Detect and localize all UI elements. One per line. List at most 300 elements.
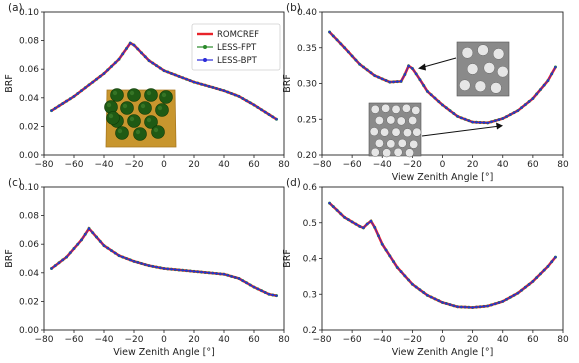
particle bbox=[405, 149, 413, 157]
less-bpt-point bbox=[122, 256, 124, 258]
particle bbox=[403, 128, 411, 136]
tree-crown bbox=[116, 127, 129, 140]
x-tick-label: −80 bbox=[312, 160, 332, 170]
less-bpt-point bbox=[230, 92, 232, 94]
less-bpt-point bbox=[185, 270, 187, 272]
series-romcref-line bbox=[52, 229, 277, 296]
less-bpt-point bbox=[532, 280, 534, 282]
less-bpt-point bbox=[118, 58, 120, 60]
x-tick-label: −20 bbox=[124, 160, 144, 170]
less-bpt-point bbox=[359, 63, 361, 65]
less-bpt-point bbox=[125, 47, 127, 49]
less-bpt-point bbox=[133, 260, 135, 262]
less-bpt-point bbox=[170, 268, 172, 270]
less-bpt-point bbox=[272, 116, 274, 118]
less-bpt-point bbox=[438, 100, 440, 102]
less-bpt-point bbox=[328, 202, 330, 204]
less-bpt-point bbox=[197, 271, 199, 273]
x-tick-label: −80 bbox=[34, 335, 54, 345]
y-tick-label: 0.02 bbox=[18, 122, 39, 133]
less-bpt-point bbox=[532, 97, 534, 99]
x-tick-label: 20 bbox=[188, 335, 200, 345]
less-bpt-point bbox=[99, 240, 101, 242]
less-bpt-point bbox=[73, 247, 75, 249]
less-bpt-point bbox=[332, 35, 334, 37]
particle bbox=[413, 128, 421, 136]
arrow-head bbox=[496, 123, 503, 130]
particle bbox=[370, 127, 378, 135]
particle bbox=[371, 105, 379, 113]
particle bbox=[392, 105, 400, 113]
x-tick-label: 80 bbox=[557, 335, 569, 345]
panel-tag: (b) bbox=[286, 2, 301, 14]
crown-highlight bbox=[147, 91, 151, 95]
less-bpt-point bbox=[215, 272, 217, 274]
arrow-head bbox=[418, 64, 426, 71]
less-bpt-point bbox=[58, 262, 60, 264]
less-bpt-point bbox=[234, 276, 236, 278]
less-bpt-point bbox=[355, 59, 357, 61]
less-bpt-point bbox=[129, 259, 131, 261]
less-bpt-point bbox=[257, 288, 259, 290]
less-bpt-point bbox=[445, 107, 447, 109]
less-bpt-point bbox=[453, 112, 455, 114]
less-bpt-point bbox=[509, 296, 511, 298]
x-tick-label: 0 bbox=[439, 335, 446, 345]
y-axis-label: BRF bbox=[282, 74, 293, 93]
less-bpt-point bbox=[366, 69, 368, 71]
less-bpt-point bbox=[275, 295, 277, 297]
less-bpt-point bbox=[441, 301, 443, 303]
particle bbox=[394, 148, 402, 156]
less-bpt-point bbox=[494, 120, 496, 122]
less-bpt-point bbox=[517, 110, 519, 112]
less-bpt-point bbox=[351, 221, 353, 223]
less-bpt-point bbox=[80, 239, 82, 241]
x-axis-label: View Zenith Angle [°] bbox=[113, 347, 215, 358]
less-bpt-point bbox=[332, 206, 334, 208]
crown-highlight bbox=[109, 114, 113, 118]
particle bbox=[402, 104, 410, 112]
less-bpt-point bbox=[137, 48, 139, 50]
less-bpt-point bbox=[144, 56, 146, 58]
y-axis-label: BRF bbox=[4, 249, 15, 268]
y-tick-label: 0.25 bbox=[296, 115, 317, 126]
less-bpt-point bbox=[468, 120, 470, 122]
less-bpt-point bbox=[524, 103, 526, 105]
less-bpt-point bbox=[260, 290, 262, 292]
less-bpt-point bbox=[212, 272, 214, 274]
less-bpt-point bbox=[524, 286, 526, 288]
crown-highlight bbox=[162, 93, 166, 97]
y-tick-label: 0.35 bbox=[296, 43, 317, 54]
x-tick-label: −20 bbox=[402, 160, 422, 170]
less-bpt-point bbox=[366, 223, 368, 225]
panel-d bbox=[282, 177, 569, 358]
x-tick-label: 40 bbox=[497, 160, 509, 170]
less-bpt-point bbox=[155, 266, 157, 268]
particle bbox=[387, 116, 395, 124]
less-bpt-point bbox=[389, 81, 391, 83]
particle bbox=[497, 66, 508, 77]
particle bbox=[392, 128, 400, 136]
tree-crown bbox=[139, 102, 152, 115]
less-bpt-point bbox=[434, 298, 436, 300]
micrograph-insets bbox=[369, 42, 509, 157]
less-bpt-point bbox=[370, 220, 372, 222]
less-bpt-point bbox=[464, 118, 466, 120]
panel-tag: (d) bbox=[286, 177, 301, 189]
less-bpt-point bbox=[219, 88, 221, 90]
less-bpt-point bbox=[408, 65, 410, 67]
less-bpt-point bbox=[483, 305, 485, 307]
less-bpt-point bbox=[249, 102, 251, 104]
x-tick-label: 0 bbox=[161, 160, 167, 170]
less-bpt-point bbox=[355, 223, 357, 225]
x-tick-label: 0 bbox=[439, 160, 446, 170]
panel-a bbox=[4, 2, 290, 170]
less-bpt-point bbox=[543, 269, 545, 271]
x-tick-label: 0 bbox=[161, 335, 167, 345]
tree-crown bbox=[152, 126, 165, 139]
crown-highlight bbox=[147, 118, 151, 122]
less-bpt-point bbox=[475, 121, 477, 123]
less-bpt-point bbox=[415, 286, 417, 288]
less-bpt-point bbox=[193, 270, 195, 272]
less-bpt-point bbox=[204, 271, 206, 273]
less-bpt-point bbox=[385, 79, 387, 81]
less-bpt-point bbox=[426, 294, 428, 296]
less-bpt-point bbox=[487, 122, 489, 124]
y-tick-label: 0.5 bbox=[302, 218, 317, 229]
less-bpt-point bbox=[223, 273, 225, 275]
y-tick-label: 0.08 bbox=[18, 36, 39, 47]
less-bpt-point bbox=[411, 67, 413, 69]
less-bpt-point bbox=[392, 81, 394, 83]
less-bpt-point bbox=[170, 72, 172, 74]
particle bbox=[412, 106, 420, 114]
less-bpt-point bbox=[174, 268, 176, 270]
less-bpt-point bbox=[114, 252, 116, 254]
series-less-bpt bbox=[328, 202, 556, 309]
x-tick-label: −40 bbox=[372, 335, 392, 345]
particle bbox=[459, 80, 470, 91]
less-bpt-point bbox=[343, 216, 345, 218]
less-bpt-point bbox=[426, 90, 428, 92]
less-bpt-point bbox=[347, 219, 349, 221]
less-bpt-point bbox=[193, 81, 195, 83]
less-bpt-point bbox=[340, 213, 342, 215]
tree-crown bbox=[160, 91, 173, 104]
less-bpt-point bbox=[245, 100, 247, 102]
less-bpt-point bbox=[223, 90, 225, 92]
less-bpt-point bbox=[80, 90, 82, 92]
less-bpt-point bbox=[200, 271, 202, 273]
x-tick-label: −40 bbox=[372, 160, 392, 170]
less-bpt-point bbox=[84, 233, 86, 235]
less-bpt-point bbox=[84, 87, 86, 89]
x-tick-label: −20 bbox=[402, 335, 422, 345]
less-bpt-point bbox=[253, 286, 255, 288]
x-tick-label: −80 bbox=[312, 335, 332, 345]
less-bpt-point bbox=[253, 104, 255, 106]
less-bpt-point bbox=[77, 243, 79, 245]
y-tick-label: 0.06 bbox=[18, 65, 39, 76]
less-bpt-point bbox=[140, 52, 142, 54]
less-bpt-point bbox=[122, 53, 124, 55]
less-bpt-point bbox=[460, 306, 462, 308]
crown-highlight bbox=[107, 103, 111, 107]
y-tick-label: 0.4 bbox=[302, 254, 317, 265]
less-bpt-point bbox=[152, 265, 154, 267]
particle bbox=[408, 116, 416, 124]
less-bpt-point bbox=[400, 271, 402, 273]
less-bpt-point bbox=[513, 294, 515, 296]
series-romcref-line bbox=[330, 203, 556, 307]
less-bpt-point bbox=[189, 80, 191, 82]
less-bpt-point bbox=[539, 88, 541, 90]
tree-crown bbox=[128, 115, 141, 128]
particle bbox=[380, 128, 388, 136]
less-bpt-point bbox=[212, 86, 214, 88]
x-tick-label: −60 bbox=[342, 160, 362, 170]
less-bpt-point bbox=[456, 306, 458, 308]
less-bpt-point bbox=[351, 55, 353, 57]
plot-frame bbox=[322, 187, 563, 330]
less-bpt-point bbox=[163, 70, 165, 72]
less-bpt-point bbox=[110, 65, 112, 67]
less-bpt-point bbox=[479, 306, 481, 308]
less-bpt-point bbox=[65, 256, 67, 258]
less-bpt-point bbox=[249, 284, 251, 286]
less-bpt-point bbox=[99, 75, 101, 77]
less-bpt-point bbox=[547, 265, 549, 267]
less-bpt-point bbox=[118, 255, 120, 257]
less-bpt-point bbox=[227, 91, 229, 93]
x-tick-label: 60 bbox=[248, 160, 260, 170]
less-bpt-point bbox=[155, 65, 157, 67]
less-bpt-point bbox=[69, 98, 71, 100]
x-tick-label: 40 bbox=[218, 160, 230, 170]
y-tick-label: 0.04 bbox=[18, 93, 39, 104]
less-bpt-point bbox=[505, 298, 507, 300]
less-bpt-point bbox=[381, 78, 383, 80]
less-bpt-point bbox=[490, 121, 492, 123]
less-bpt-point bbox=[487, 305, 489, 307]
less-bpt-point bbox=[392, 261, 394, 263]
y-tick-label: 0.00 bbox=[18, 151, 39, 161]
less-bpt-point bbox=[182, 269, 184, 271]
less-bpt-point bbox=[374, 75, 376, 77]
particle bbox=[375, 139, 383, 147]
particle bbox=[397, 117, 405, 125]
less-bpt-point bbox=[400, 80, 402, 82]
less-bpt-point bbox=[275, 118, 277, 120]
less-bpt-point bbox=[159, 267, 161, 269]
series-romcref-line bbox=[330, 32, 556, 123]
less-bpt-point bbox=[520, 107, 522, 109]
less-bpt-point bbox=[159, 67, 161, 69]
less-bpt-point bbox=[362, 227, 364, 229]
less-bpt-point bbox=[152, 62, 154, 64]
x-tick-label: −40 bbox=[94, 335, 114, 345]
less-bpt-point bbox=[502, 117, 504, 119]
less-bpt-point bbox=[238, 277, 240, 279]
particle bbox=[375, 116, 383, 124]
less-bpt-point bbox=[472, 121, 474, 123]
less-bpt-point bbox=[178, 269, 180, 271]
less-bpt-point bbox=[88, 84, 90, 86]
particle bbox=[371, 148, 379, 156]
less-bpt-point bbox=[502, 300, 504, 302]
series-less-fpt bbox=[328, 31, 557, 125]
x-tick-label: 40 bbox=[218, 335, 230, 345]
less-bpt-point bbox=[472, 306, 474, 308]
y-tick-label: 0.2 bbox=[302, 326, 317, 336]
less-bpt-point bbox=[107, 247, 109, 249]
less-bpt-point bbox=[268, 113, 270, 115]
less-bpt-point bbox=[381, 243, 383, 245]
less-bpt-point bbox=[520, 289, 522, 291]
less-bpt-point bbox=[234, 94, 236, 96]
less-bpt-point bbox=[554, 66, 556, 68]
less-bpt-point bbox=[208, 85, 210, 87]
less-bpt-point bbox=[464, 306, 466, 308]
less-bpt-point bbox=[554, 256, 556, 258]
legend bbox=[192, 24, 280, 70]
less-bpt-point bbox=[73, 95, 75, 97]
tree-crown bbox=[121, 102, 134, 115]
less-bpt-point bbox=[77, 92, 79, 94]
less-bpt-point bbox=[536, 93, 538, 95]
y-axis-label: BRF bbox=[4, 74, 15, 93]
legend-marker bbox=[203, 58, 207, 62]
less-bpt-point bbox=[389, 255, 391, 257]
particle bbox=[398, 139, 406, 147]
crown-highlight bbox=[123, 104, 127, 108]
particle bbox=[467, 64, 478, 75]
y-tick-label: 0.04 bbox=[18, 268, 39, 279]
x-tick-label: 40 bbox=[497, 335, 509, 345]
less-bpt-point bbox=[114, 62, 116, 64]
less-bpt-point bbox=[133, 44, 135, 46]
y-axis-label: BRF bbox=[282, 249, 293, 268]
less-bpt-point bbox=[445, 302, 447, 304]
crown-highlight bbox=[136, 130, 140, 134]
x-tick-label: 60 bbox=[527, 160, 539, 170]
crown-highlight bbox=[141, 104, 145, 108]
less-bpt-point bbox=[69, 252, 71, 254]
less-bpt-point bbox=[257, 106, 259, 108]
less-bpt-point bbox=[536, 277, 538, 279]
less-bpt-point bbox=[125, 257, 127, 259]
less-bpt-point bbox=[438, 300, 440, 302]
less-bpt-point bbox=[182, 77, 184, 79]
less-bpt-point bbox=[517, 292, 519, 294]
less-bpt-point bbox=[65, 100, 67, 102]
y-tick-label: 0.40 bbox=[296, 8, 317, 18]
panel-b bbox=[282, 2, 569, 183]
less-bpt-point bbox=[408, 279, 410, 281]
x-tick-label: 80 bbox=[278, 335, 290, 345]
less-bpt-point bbox=[498, 301, 500, 303]
x-tick-label: −40 bbox=[94, 160, 114, 170]
crown-highlight bbox=[113, 91, 117, 95]
less-bpt-point bbox=[404, 73, 406, 75]
less-bpt-point bbox=[148, 265, 150, 267]
y-tick-label: 0.06 bbox=[18, 240, 39, 251]
series-less-bpt bbox=[328, 31, 556, 124]
crown-highlight bbox=[158, 106, 162, 110]
less-bpt-point bbox=[174, 74, 176, 76]
particle bbox=[410, 140, 418, 148]
less-bpt-point bbox=[336, 209, 338, 211]
less-bpt-point bbox=[167, 268, 169, 270]
panel-tag: (a) bbox=[8, 2, 23, 14]
x-tick-label: −60 bbox=[64, 335, 84, 345]
particle bbox=[493, 48, 504, 59]
particle bbox=[382, 149, 390, 157]
x-tick-label: 20 bbox=[466, 160, 479, 170]
less-bpt-point bbox=[449, 304, 451, 306]
less-bpt-point bbox=[441, 104, 443, 106]
less-bpt-point bbox=[144, 263, 146, 265]
less-bpt-point bbox=[260, 109, 262, 111]
less-bpt-point bbox=[449, 110, 451, 112]
less-bpt-point bbox=[479, 121, 481, 123]
y-tick-label: 0.10 bbox=[18, 183, 39, 193]
y-tick-label: 0.6 bbox=[302, 183, 317, 193]
less-bpt-point bbox=[95, 236, 97, 238]
tree-crown bbox=[145, 89, 158, 102]
less-bpt-point bbox=[88, 227, 90, 229]
less-bpt-point bbox=[340, 43, 342, 45]
panel-tag: (c) bbox=[8, 177, 22, 189]
less-bpt-point bbox=[242, 97, 244, 99]
micrograph-dense bbox=[369, 103, 421, 157]
legend-entry: LESS-FPT bbox=[217, 43, 257, 53]
less-bpt-point bbox=[396, 266, 398, 268]
less-bpt-point bbox=[62, 102, 64, 104]
y-tick-label: 0.3 bbox=[302, 290, 317, 301]
x-axis-label: View Zenith Angle [°] bbox=[391, 172, 494, 183]
less-bpt-point bbox=[528, 100, 530, 102]
less-bpt-point bbox=[551, 73, 553, 75]
less-bpt-point bbox=[185, 78, 187, 80]
less-bpt-point bbox=[272, 294, 274, 296]
less-bpt-point bbox=[404, 275, 406, 277]
arrow-shaft bbox=[422, 126, 500, 136]
tree-crown bbox=[156, 104, 169, 117]
x-tick-label: 80 bbox=[557, 160, 569, 170]
y-tick-label: 0.00 bbox=[18, 326, 39, 336]
legend-entry: LESS-BPT bbox=[217, 56, 257, 66]
less-bpt-point bbox=[359, 225, 361, 227]
less-bpt-point bbox=[204, 84, 206, 86]
less-bpt-point bbox=[483, 122, 485, 124]
less-bpt-point bbox=[328, 31, 330, 33]
y-tick-label: 0.20 bbox=[296, 151, 317, 161]
tree-crowns-inset bbox=[105, 89, 177, 148]
less-bpt-point bbox=[513, 112, 515, 114]
less-bpt-point bbox=[343, 47, 345, 49]
micrograph-sparse bbox=[457, 42, 509, 96]
x-tick-label: −20 bbox=[124, 335, 144, 345]
y-tick-label: 0.08 bbox=[18, 211, 39, 222]
crown-highlight bbox=[130, 91, 134, 95]
less-bpt-point bbox=[92, 81, 94, 83]
less-bpt-point bbox=[456, 115, 458, 117]
